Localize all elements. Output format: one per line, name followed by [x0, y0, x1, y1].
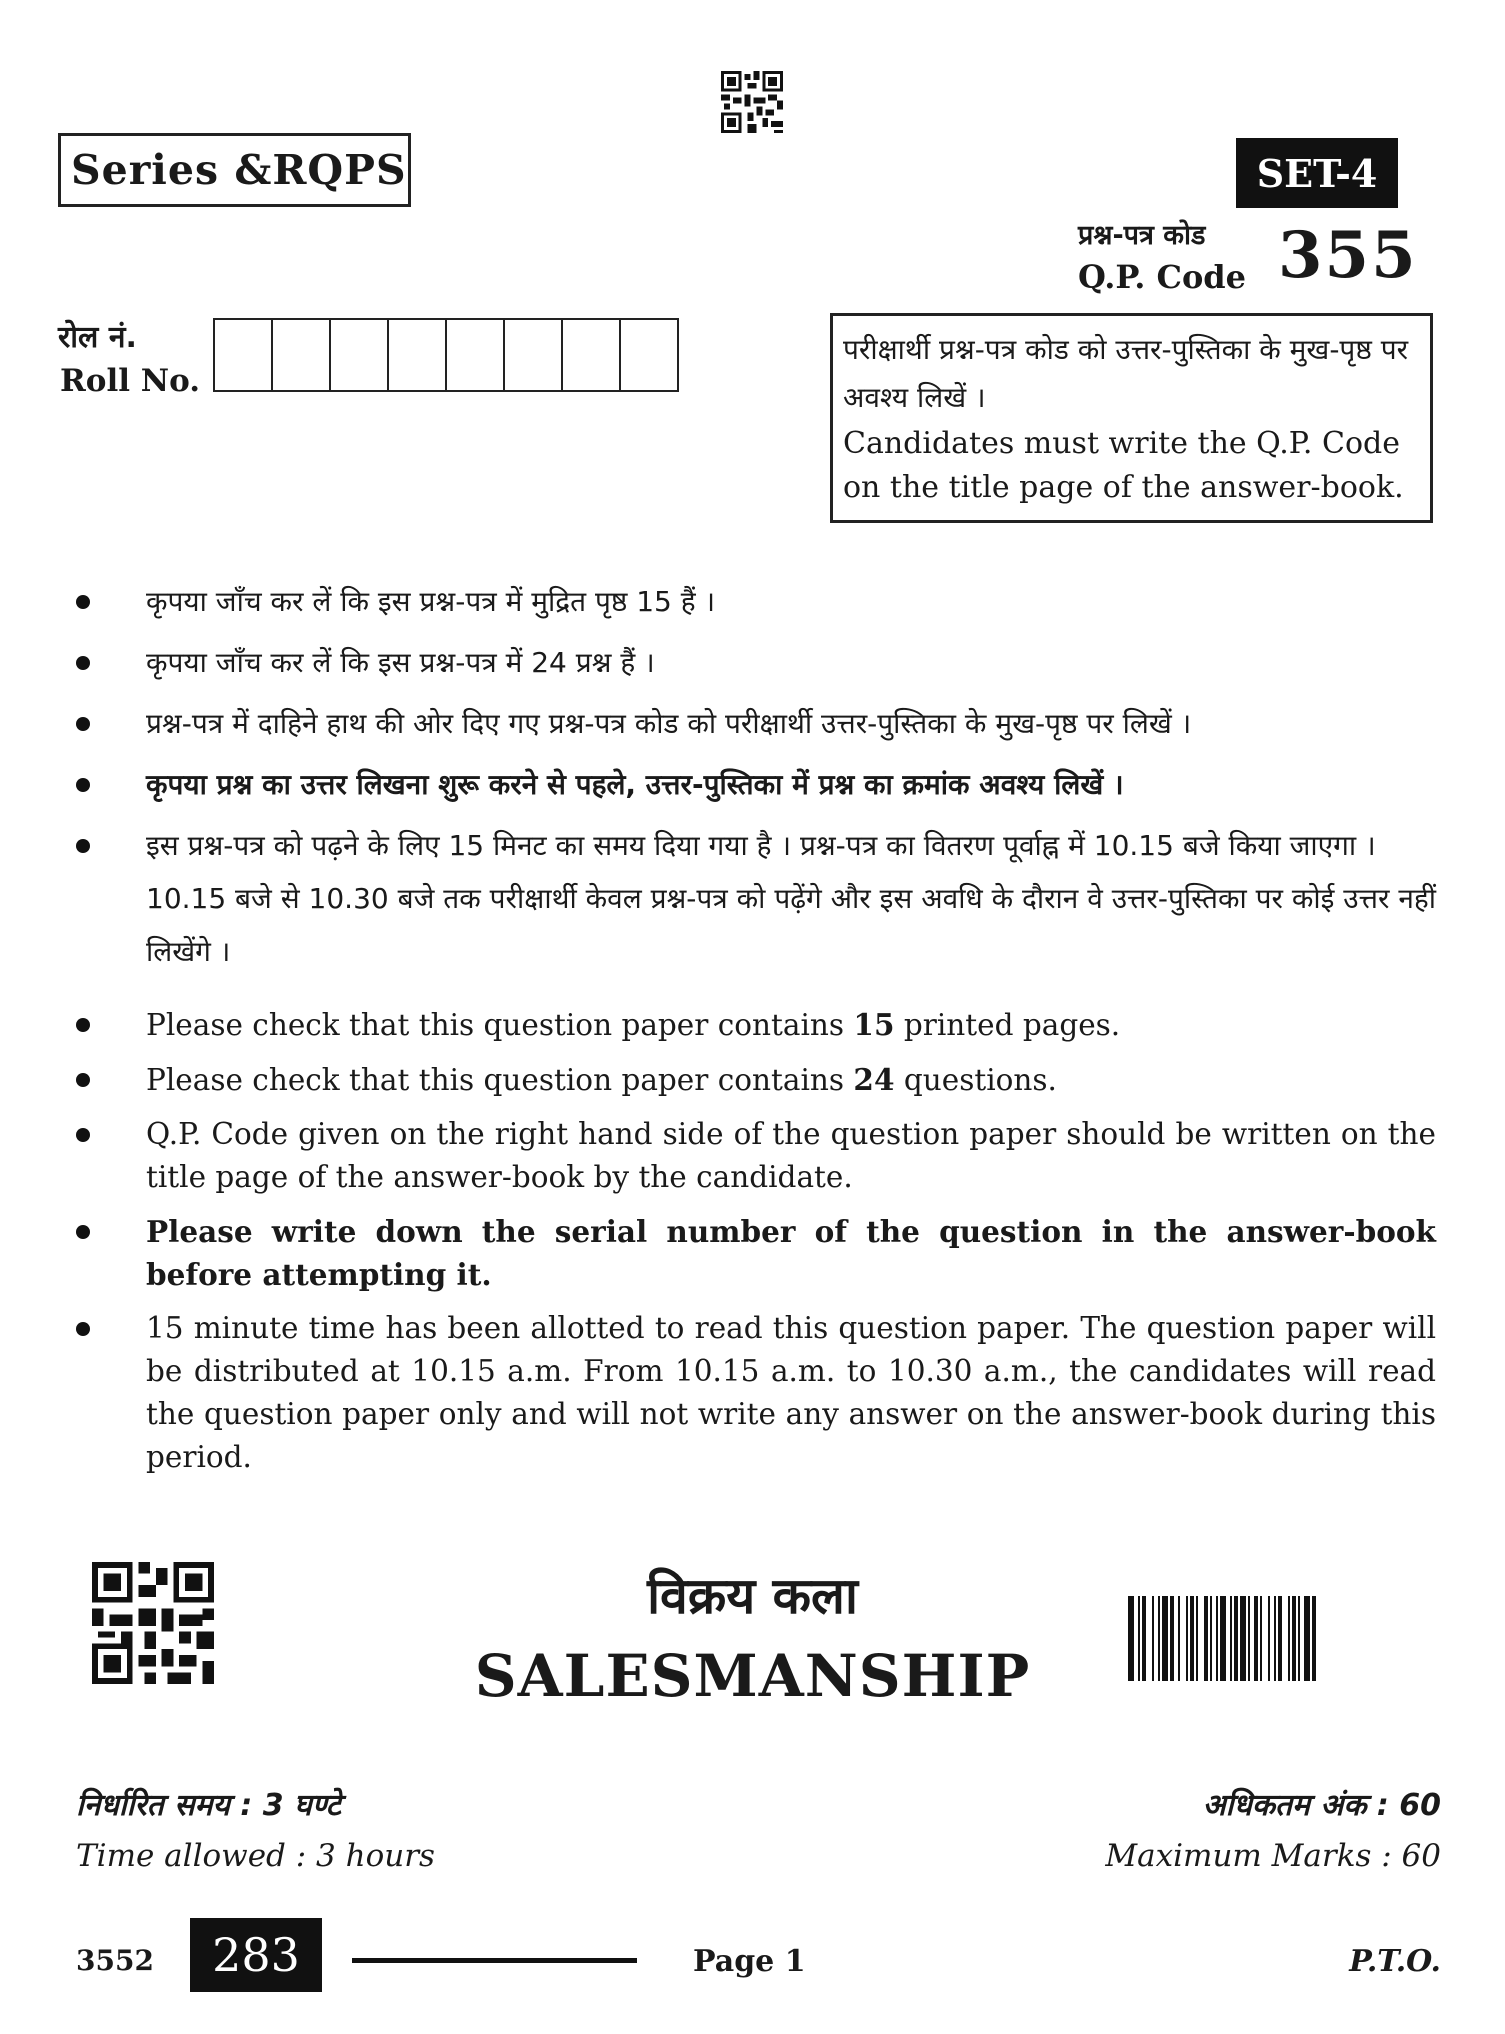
set-badge: SET-4: [1236, 138, 1398, 208]
instruction-text: कृपया जाँच कर लें कि इस प्रश्न-पत्र में 24 प्रश्न हैं ।: [146, 646, 655, 679]
roll-digit-box[interactable]: [503, 318, 563, 392]
serial-number-box: 283: [190, 1918, 322, 1992]
roll-label-hindi: रोल नं.: [58, 320, 137, 355]
candidate-note-box: [830, 313, 1433, 523]
bullet-icon: [76, 1225, 90, 1239]
instruction-text: Please write down the serial number of the question in the answer-book before attempting it.: [146, 1214, 1436, 1292]
roll-number-boxes[interactable]: [213, 318, 677, 392]
instruction-item: [76, 1210, 1436, 1296]
instruction-text: कृपया प्रश्न का उत्तर लिखना शुरू करने से पहले, उत्तर-पुस्तिका में प्रश्न का क्रमांक अवश्य लिखें ।: [146, 768, 1124, 801]
instruction-item: [76, 1307, 1436, 1479]
top-qr-code-icon: [721, 70, 783, 134]
instruction-text: Please check that this question paper contains 24 questions.: [146, 1062, 1057, 1097]
instruction-item: [76, 1003, 1436, 1047]
roll-digit-box[interactable]: [387, 318, 447, 392]
page-number: Page 1: [693, 1944, 806, 1979]
instruction-item: [76, 819, 1436, 978]
bullet-icon: [76, 595, 90, 609]
instruction-text: इस प्रश्न-पत्र को पढ़ने के लिए 15 मिनट का समय दिया गया है । प्रश्न-पत्र का वितरण पूर्वाह्न में 10.15 बजे किया जाएगा । 10.15 बजे से 10.30 बजे तक परीक्षार्थी केवल प्रश्न-पत्र को पढ़ेंगे और इस अवधि के दौरान वे उत्तर-पुस्तिका पर कोई उत्तर नहीं लिखेंगे ।: [146, 829, 1436, 968]
time-allowed-hindi: निर्धारित समय : 3 घण्टे: [76, 1788, 341, 1823]
instruction-text: Q.P. Code given on the right hand side of the question paper should be written on the title page of the answer-book by the candidate.: [146, 1117, 1436, 1194]
bullet-icon: [76, 656, 90, 670]
instruction-item: [76, 1113, 1436, 1199]
roll-digit-box[interactable]: [561, 318, 621, 392]
note-english: Candidates must write the Q.P. Code on the title page of the answer-book.: [843, 426, 1404, 505]
instruction-text: 15 minute time has been allotted to read this question paper. The question paper will be distributed at 10.15 a.m. From 10.15 a.m. to 10.30 a.m., the candidates will read the question paper only and will not write any answer on the answer-book during this period.: [146, 1311, 1436, 1474]
instruction-text: कृपया जाँच कर लें कि इस प्रश्न-पत्र में मुद्रित पृष्ठ 15 हैं ।: [146, 585, 716, 618]
roll-digit-box[interactable]: [445, 318, 505, 392]
bullet-icon: [76, 1128, 90, 1142]
qp-code-number: 355: [1278, 218, 1418, 293]
series-label: Series &RQPS: [58, 133, 411, 207]
bullet-icon: [76, 778, 90, 792]
bullet-icon: [76, 1018, 90, 1032]
time-allowed: Time allowed : 3 hours: [76, 1838, 435, 1874]
subject-title-hindi: विक्रय कला: [647, 1567, 858, 1625]
instruction-item: [76, 636, 1436, 689]
pto-label: P.T.O.: [1349, 1944, 1441, 1979]
bullet-icon: [76, 1322, 90, 1336]
roll-digit-box[interactable]: [619, 318, 679, 392]
maximum-marks-hindi: अधिकतम अंक : 60: [1202, 1788, 1441, 1823]
barcode-icon: [1128, 1596, 1411, 1681]
maximum-marks: Maximum Marks : 60: [1105, 1838, 1441, 1874]
roll-digit-box[interactable]: [213, 318, 273, 392]
roll-digit-box[interactable]: [271, 318, 331, 392]
bullet-icon: [76, 717, 90, 731]
instruction-text: प्रश्न-पत्र में दाहिने हाथ की ओर दिए गए प्रश्न-पत्र कोड को परीक्षार्थी उत्तर-पुस्तिका के मुख-पृष्ठ पर लिखें ।: [146, 707, 1192, 740]
paper-code: 3552: [76, 1944, 154, 1977]
instruction-item: [76, 758, 1436, 811]
instructions-hindi: [76, 575, 1436, 986]
instruction-text: Please check that this question paper contains 15 printed pages.: [146, 1007, 1121, 1042]
subject-title: SALESMANSHIP: [474, 1642, 1031, 1710]
qp-code-label: Q.P. Code: [1078, 258, 1247, 296]
instruction-item: [76, 575, 1436, 628]
instruction-item: [76, 697, 1436, 750]
footer-divider: [352, 1958, 637, 1963]
qp-code-label-hindi: प्रश्न-पत्र कोड: [1078, 220, 1206, 251]
bullet-icon: [76, 1073, 90, 1087]
instruction-item: [76, 1058, 1436, 1102]
roll-digit-box[interactable]: [329, 318, 389, 392]
instructions-english: [76, 1003, 1436, 1490]
roll-label: Roll No.: [60, 363, 201, 399]
bullet-icon: [76, 839, 90, 853]
note-hindi: परीक्षार्थी प्रश्न-पत्र कोड को उत्तर-पुस्तिका के मुख-पृष्ठ पर अवश्य लिखें ।: [843, 333, 1409, 414]
